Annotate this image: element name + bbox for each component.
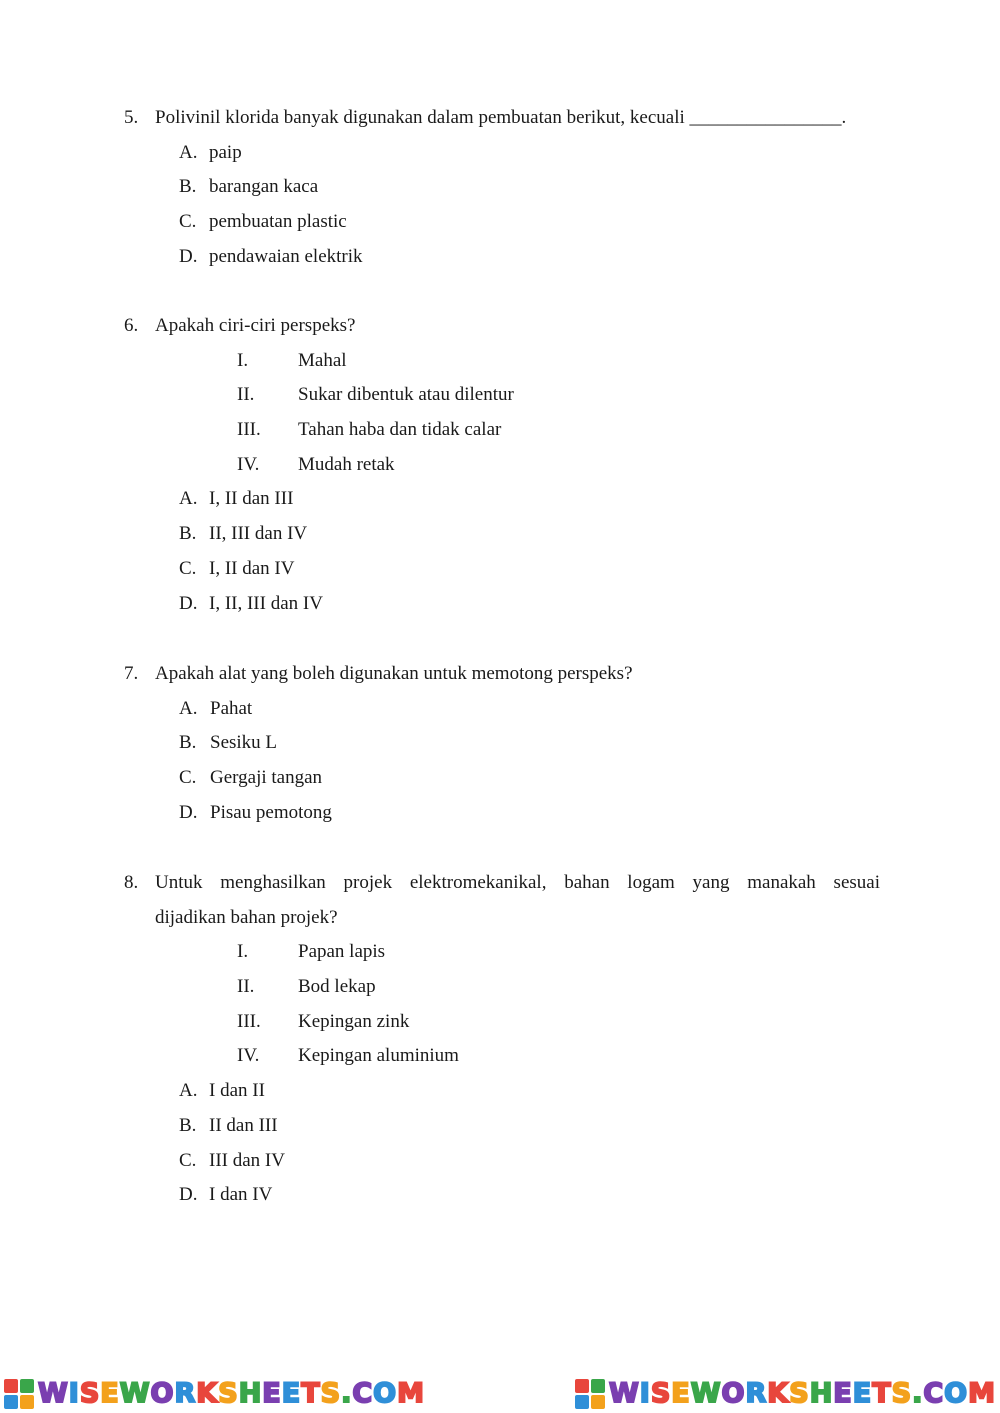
option-text: III dan IV (209, 1149, 285, 1171)
question-text-continued: dijadikan bahan projek? (155, 906, 338, 928)
question-number: 6. (124, 315, 139, 336)
watermark-letter: T (301, 1377, 321, 1409)
option-b[interactable] (124, 726, 880, 761)
option-b[interactable] (124, 170, 880, 205)
question-text: Apakah alat yang boleh digunakan untuk memotong perspeks? (155, 663, 633, 684)
watermark-text (38, 1379, 425, 1409)
wise-logo-icon (4, 1379, 34, 1409)
statement-text: Bod lekap (298, 976, 376, 998)
watermark-letter: T (872, 1377, 892, 1409)
watermark-letter: S (650, 1377, 672, 1409)
statement-ii (124, 970, 880, 1005)
watermark-right[interactable] (575, 1379, 996, 1409)
option-d[interactable] (124, 240, 880, 275)
watermark-letter: M (968, 1377, 996, 1409)
question-5-stem (124, 101, 880, 136)
question-text: Apakah ciri-ciri perspeks? (155, 315, 356, 336)
watermark-letter: S (79, 1377, 101, 1409)
option-b[interactable] (124, 1109, 880, 1144)
option-text: Pahat (210, 697, 253, 719)
option-d[interactable] (124, 796, 880, 831)
question-number: 7. (124, 663, 139, 684)
statement-number: II. (237, 384, 255, 406)
question-number: 8. (124, 872, 139, 893)
watermark-letter: K (767, 1377, 790, 1409)
question-8-stem-line-1 (124, 866, 880, 901)
watermark-letter: M (397, 1377, 425, 1409)
option-letter: D. (179, 1184, 198, 1206)
statement-number: I. (237, 349, 249, 371)
statement-number: IV. (237, 453, 260, 475)
option-letter: C. (179, 211, 197, 233)
option-letter: D. (179, 801, 198, 823)
statement-text: Kepingan aluminium (298, 1045, 459, 1067)
option-letter: A. (179, 141, 198, 163)
watermark-letter: O (150, 1377, 175, 1409)
statement-i (124, 344, 880, 379)
watermark-left[interactable] (4, 1379, 425, 1409)
option-c[interactable] (124, 1144, 880, 1179)
watermark-letter: I (639, 1377, 651, 1409)
watermark-letter: I (68, 1377, 80, 1409)
watermark-letter: . (912, 1377, 924, 1409)
watermark-letter: H (238, 1377, 263, 1409)
statement-iv (124, 448, 880, 483)
option-text: I dan IV (209, 1184, 273, 1206)
option-a[interactable] (124, 136, 880, 171)
question-6-stem (124, 309, 880, 344)
watermark-letter: E (833, 1377, 853, 1409)
statement-number: III. (237, 1010, 261, 1032)
option-text: Pisau pemotong (210, 801, 332, 823)
watermark-letter: . (341, 1377, 353, 1409)
watermark-letter: H (809, 1377, 834, 1409)
wise-logo-icon (575, 1379, 605, 1409)
option-text: pembuatan plastic (209, 211, 347, 233)
question-8-stem-line-2 (124, 901, 880, 936)
option-c[interactable] (124, 552, 880, 587)
question-number: 5. (124, 107, 139, 128)
statement-number: III. (237, 419, 261, 441)
option-text: I dan II (209, 1080, 265, 1102)
question-7-stem (124, 657, 880, 692)
question-8 (124, 866, 880, 1213)
option-text: II dan III (209, 1114, 278, 1136)
question-6 (124, 309, 880, 621)
option-d[interactable] (124, 587, 880, 622)
option-text: pendawaian elektrik (209, 245, 363, 267)
statement-number: IV. (237, 1045, 260, 1067)
option-text: barangan kaca (209, 176, 319, 198)
watermark-letter: W (690, 1377, 722, 1409)
watermark-letter: O (944, 1377, 969, 1409)
watermark-letter: E (671, 1377, 691, 1409)
watermark-letter: R (174, 1377, 197, 1409)
option-d[interactable] (124, 1178, 880, 1213)
watermark-letter: K (196, 1377, 219, 1409)
option-letter: B. (179, 1114, 197, 1136)
option-letter: D. (179, 592, 198, 614)
watermark-footer (0, 1374, 1000, 1413)
watermark-letter: S (891, 1377, 913, 1409)
watermark-letter: W (609, 1377, 640, 1409)
statement-iii (124, 413, 880, 448)
option-text: II, III dan IV (209, 523, 308, 545)
statement-iii (124, 1005, 880, 1040)
option-letter: C. (179, 557, 197, 579)
watermark-letter: E (262, 1377, 282, 1409)
question-5 (124, 101, 880, 274)
option-text: I, II dan IV (209, 557, 295, 579)
question-7 (124, 657, 880, 830)
option-text: paip (209, 141, 242, 163)
watermark-letter: W (119, 1377, 151, 1409)
statement-ii (124, 378, 880, 413)
watermark-letter: E (281, 1377, 302, 1409)
statement-text: Papan lapis (298, 941, 386, 963)
option-b[interactable] (124, 517, 880, 552)
statement-number: I. (237, 941, 249, 963)
statement-iv (124, 1039, 880, 1074)
watermark-letter: E (100, 1377, 120, 1409)
statement-text: Kepingan zink (298, 1010, 410, 1032)
statement-text: Mahal (298, 349, 347, 371)
option-letter: D. (179, 245, 198, 267)
statement-i (124, 935, 880, 970)
watermark-letter: C (352, 1377, 374, 1409)
option-a[interactable] (124, 1074, 880, 1109)
statement-text: Mudah retak (298, 453, 395, 475)
watermark-letter: O (373, 1377, 398, 1409)
option-letter: A. (179, 488, 198, 510)
option-letter: A. (179, 1080, 198, 1102)
watermark-letter: S (320, 1377, 342, 1409)
option-letter: A. (179, 697, 198, 719)
statement-number: II. (237, 976, 255, 998)
option-text: Gergaji tangan (210, 767, 323, 789)
option-text: Sesiku L (210, 732, 278, 754)
watermark-letter: S (218, 1377, 239, 1409)
watermark-letter: C (923, 1377, 945, 1409)
option-a[interactable] (124, 482, 880, 517)
option-letter: B. (179, 523, 197, 545)
option-letter: B. (179, 176, 197, 198)
question-text: Untuk menghasilkan projek elektromekanikal, bahan logam yang manakah sesuai (155, 872, 880, 893)
option-letter: C. (179, 1149, 197, 1171)
watermark-letter: W (38, 1377, 69, 1409)
statement-text: Sukar dibentuk atau dilentur (298, 384, 514, 406)
watermark-letter: O (721, 1377, 746, 1409)
watermark-text (609, 1379, 996, 1409)
statement-text: Tahan haba dan tidak calar (298, 419, 502, 441)
watermark-letter: R (745, 1377, 768, 1409)
option-text: I, II dan III (209, 488, 294, 510)
watermark-letter: S (789, 1377, 810, 1409)
watermark-letter: E (852, 1377, 873, 1409)
question-text: Polivinil klorida banyak digunakan dalam pembuatan berikut, kecuali ________________. (155, 107, 847, 128)
option-c[interactable] (124, 761, 880, 796)
option-text: I, II, III dan IV (209, 592, 323, 614)
option-letter: B. (179, 732, 197, 754)
option-letter: C. (179, 767, 197, 789)
option-a[interactable] (124, 692, 880, 727)
option-c[interactable] (124, 205, 880, 240)
